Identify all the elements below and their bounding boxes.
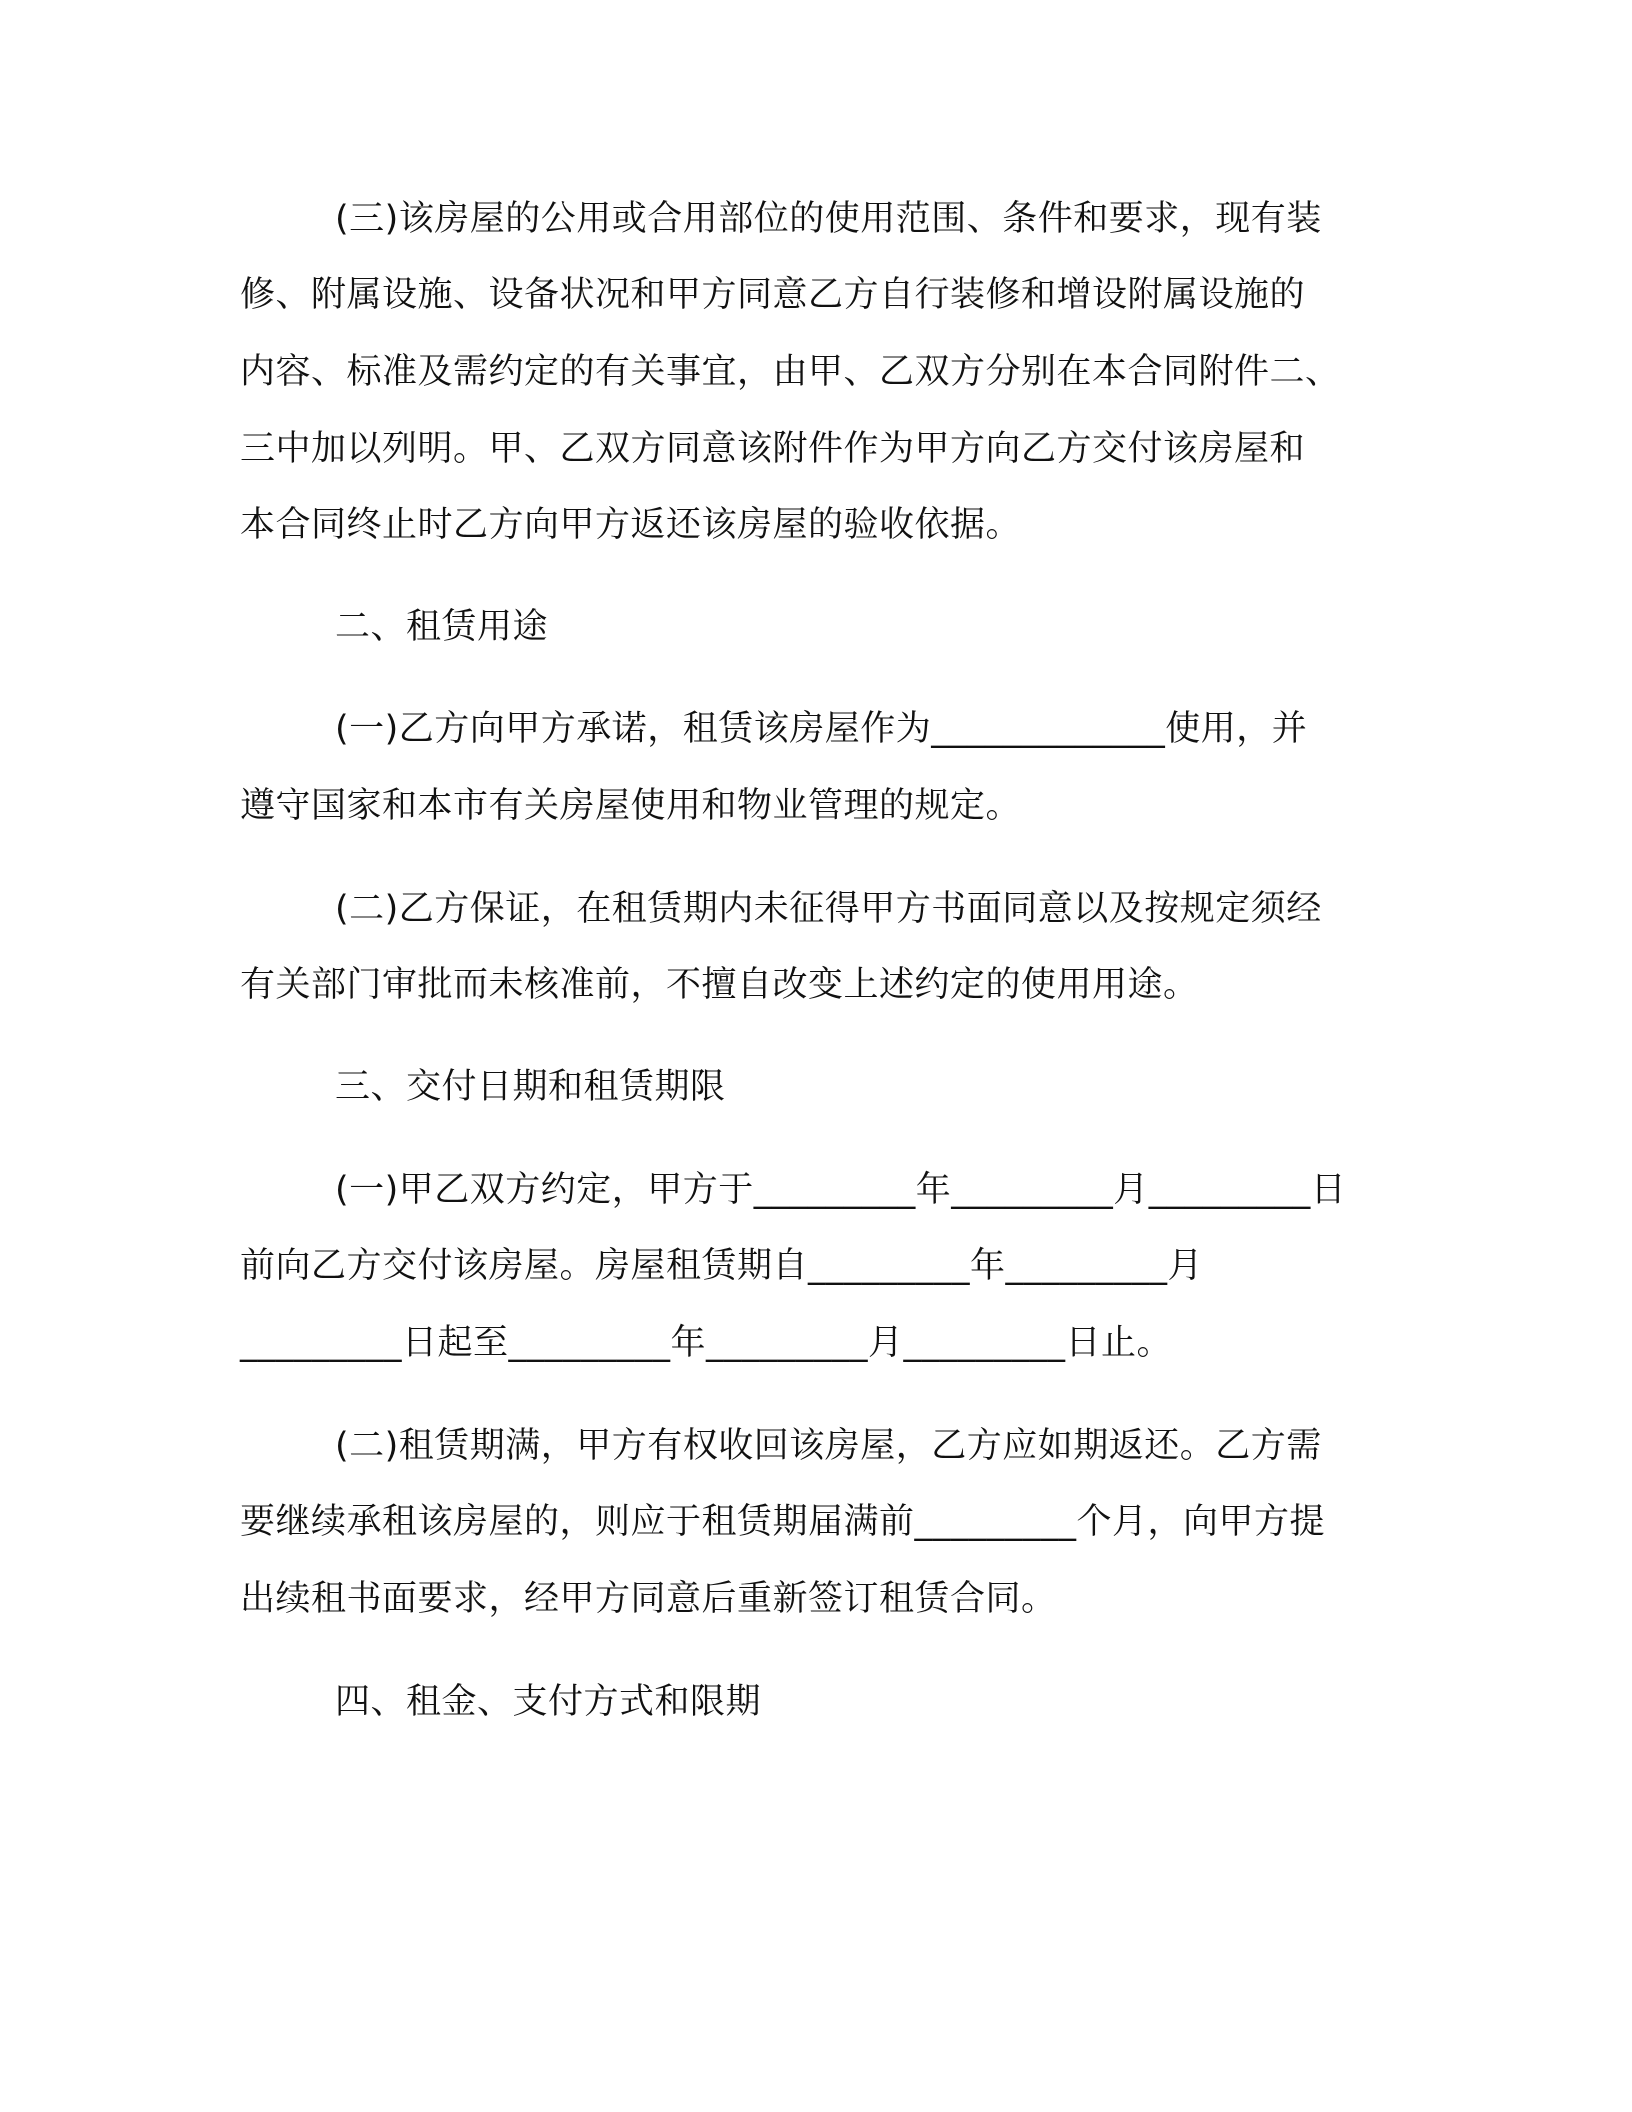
section-2-clause-1-line-2: 遵守国家和本市有关房屋使用和物业管理的规定。 xyxy=(240,786,1022,826)
clause-3-line-5: 本合同终止时乙方向甲方返还该房屋的验收依据。 xyxy=(240,505,1022,545)
section-2-clause-2-line-2: 有关部门审批而未核准前，不擅自改变上述约定的使用用途。 xyxy=(240,965,1199,1005)
section-2-clause-2-line-1: (二)乙方保证，在租赁期内未征得甲方书面同意以及按规定须经 xyxy=(335,889,1322,929)
clause-3-line-1: (三)该房屋的公用或合用部位的使用范围、条件和要求，现有装 xyxy=(335,199,1322,239)
section-heading-4: 四、租金、支付方式和限期 xyxy=(335,1682,762,1722)
section-2-clause-1-line-1: (一)乙方向甲方承诺，租赁该房屋作为_____________使用，并 xyxy=(335,709,1308,749)
document-page xyxy=(240,0,1380,2112)
clause-3-line-3: 内容、标准及需约定的有关事宜，由甲、乙双方分别在本合同附件二、 xyxy=(240,352,1341,392)
section-3-clause-1-line-3: _________日起至_________年_________月_________日止。 xyxy=(240,1323,1173,1363)
clause-3-line-2: 修、附属设施、设备状况和甲方同意乙方自行装修和增设附属设施的 xyxy=(240,275,1306,315)
section-3-clause-2-line-2: 要继续承租该房屋的，则应于租赁期届满前_________个月，向甲方提 xyxy=(240,1502,1326,1542)
section-3-clause-1-line-1: (一)甲乙双方约定，甲方于_________年_________月_________日 xyxy=(335,1170,1347,1210)
section-heading-3: 三、交付日期和租赁期限 xyxy=(335,1067,726,1107)
clause-3-line-4: 三中加以列明。甲、乙双方同意该附件作为甲方向乙方交付该房屋和 xyxy=(240,429,1306,469)
section-3-clause-2-line-1: (二)租赁期满，甲方有权收回该房屋，乙方应如期返还。乙方需 xyxy=(335,1426,1322,1466)
section-3-clause-2-line-3: 出续租书面要求，经甲方同意后重新签订租赁合同。 xyxy=(240,1579,1057,1619)
section-3-clause-1-line-2: 前向乙方交付该房屋。房屋租赁期自_________年_________月 xyxy=(240,1246,1204,1286)
section-heading-2: 二、租赁用途 xyxy=(335,607,549,647)
